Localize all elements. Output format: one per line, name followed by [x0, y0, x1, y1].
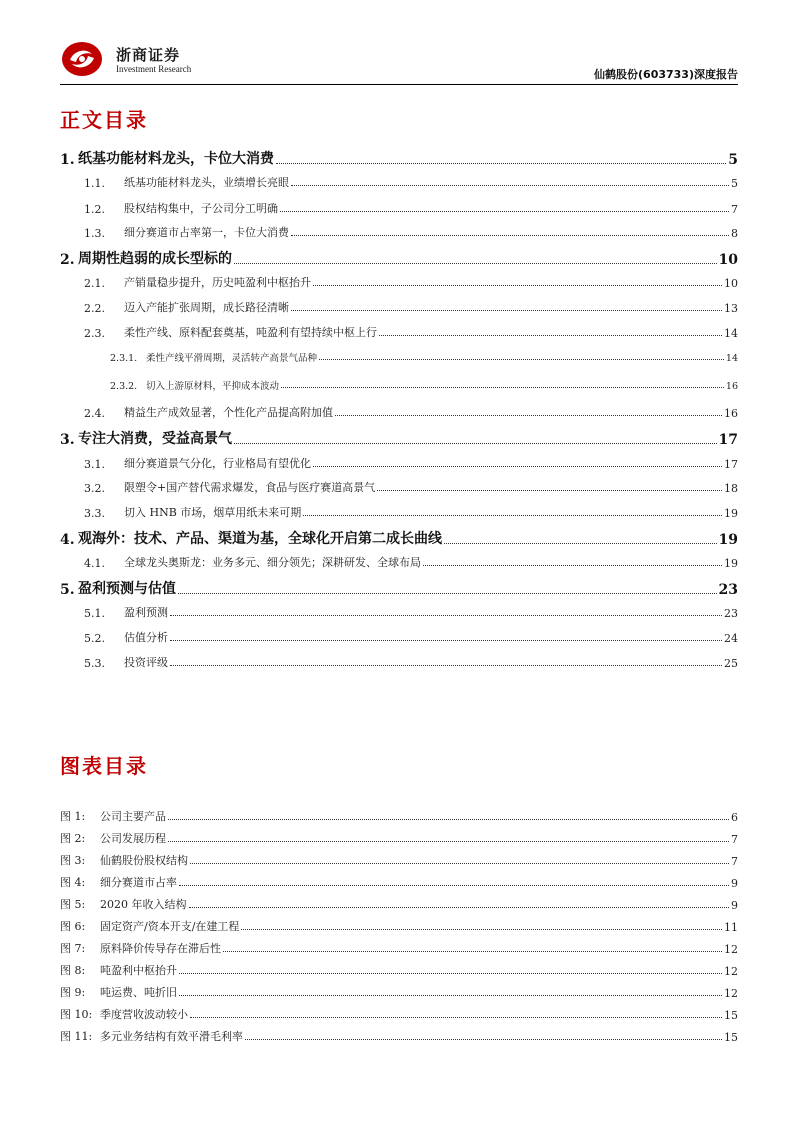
toc-entry-page: 7 — [731, 203, 738, 216]
toc-entry-page: 14 — [725, 353, 738, 364]
figure-entry-title: 2020 年收入结构 — [100, 898, 187, 911]
leader-dots — [179, 885, 729, 886]
figure-entry-title: 公司主要产品 — [100, 810, 166, 823]
toc-entry[interactable] — [60, 148, 738, 168]
figure-entry[interactable] — [60, 896, 738, 912]
toc-entry-title: 细分赛道市占率第一，卡位大消费 — [124, 226, 289, 239]
toc-entry-page: 19 — [718, 532, 738, 548]
figure-entry-number: 图 4: — [60, 876, 86, 889]
toc-entry-number: 2.4. — [84, 407, 105, 420]
figure-entry-number: 图 6: — [60, 920, 86, 933]
toc-entry-number: 5.2. — [84, 632, 105, 645]
toc-entry-number: 2.3. — [84, 327, 105, 340]
toc-entry[interactable] — [60, 174, 738, 190]
toc-entry-title: 盈利预测与估值 — [78, 581, 176, 597]
leader-dots — [335, 415, 722, 416]
toc-entry[interactable] — [60, 404, 738, 420]
leader-dots — [170, 665, 722, 666]
leader-dots — [281, 387, 724, 388]
figure-entry-number: 图 1: — [60, 810, 86, 823]
toc-entry[interactable] — [60, 350, 738, 364]
toc-entry[interactable] — [60, 455, 738, 471]
toc-entry-title: 柔性产线平滑周期，灵活转产高景气品种 — [146, 353, 318, 364]
toc-entry[interactable] — [60, 578, 738, 598]
figure-entry-title: 季度营收波动较小 — [100, 1008, 188, 1021]
leader-dots — [280, 211, 729, 212]
figure-entry[interactable] — [60, 852, 738, 868]
leader-dots — [190, 863, 729, 864]
toc-entry-title: 盈利预测 — [124, 606, 168, 619]
toc-entry-page: 23 — [724, 607, 738, 620]
leader-dots — [241, 929, 722, 930]
toc-entry-number: 4. — [60, 532, 75, 548]
toc-heading: 正文目录 — [60, 108, 148, 132]
figure-entry-number: 图 5: — [60, 898, 86, 911]
toc-entry[interactable] — [60, 224, 738, 240]
leader-dots — [179, 995, 722, 996]
logo-chinese-name: 浙商证券 — [116, 46, 181, 64]
toc-entry[interactable] — [60, 428, 738, 448]
figure-entry-title: 固定资产/资本开支/在建工程 — [100, 920, 240, 933]
toc-entry-number: 5. — [60, 582, 75, 598]
toc-entry-title: 柔性产线、原料配套奠基，吨盈利有望持续中枢上行 — [124, 326, 377, 339]
toc-entry[interactable] — [60, 248, 738, 268]
toc-entry-number: 2.3.1. — [110, 353, 138, 364]
leader-dots — [170, 640, 722, 641]
toc-entry-title: 迈入产能扩张周期，成长路径清晰 — [124, 301, 289, 314]
toc-entry[interactable] — [60, 554, 738, 570]
page-header — [60, 38, 738, 84]
figure-entry-number: 图 8: — [60, 964, 86, 977]
toc-entry-page: 18 — [724, 482, 738, 495]
figure-entry[interactable] — [60, 1028, 738, 1044]
leader-dots — [319, 359, 724, 360]
figure-entry-page: 11 — [724, 921, 738, 934]
toc-entry-page: 10 — [724, 277, 738, 290]
figure-entry-page: 6 — [731, 811, 738, 824]
leader-dots — [168, 841, 729, 842]
figure-entry-number: 图 9: — [60, 986, 86, 999]
toc-entry-number: 3. — [60, 432, 75, 448]
toc-entry[interactable] — [60, 528, 738, 548]
figures-heading: 图表目录 — [60, 754, 148, 778]
leader-dots — [313, 285, 722, 286]
toc-entry-title: 股权结构集中，子公司分工明确 — [124, 202, 278, 215]
figure-entry-page: 15 — [724, 1031, 738, 1044]
toc-entry-number: 5.1. — [84, 607, 105, 620]
company-logo-icon — [60, 38, 106, 78]
toc-entry-page: 16 — [724, 407, 738, 420]
figure-entry-number: 图 2: — [60, 832, 86, 845]
leader-dots — [234, 443, 717, 444]
toc-entry-number: 2.3.2. — [110, 381, 138, 392]
toc-entry-page: 24 — [724, 632, 738, 645]
toc-entry-page: 13 — [724, 302, 738, 315]
leader-dots — [377, 490, 722, 491]
leader-dots — [291, 235, 729, 236]
toc-entry[interactable] — [60, 274, 738, 290]
toc-entry-page: 14 — [724, 327, 738, 340]
figure-entry[interactable] — [60, 962, 738, 978]
toc-entry-page: 23 — [718, 582, 738, 598]
logo-english-name: Investment Research — [116, 64, 192, 74]
toc-entry-number: 5.3. — [84, 657, 105, 670]
figure-entry-title: 吨盈利中枢抬升 — [100, 964, 177, 977]
leader-dots — [223, 951, 722, 952]
toc-entry-title: 切入 HNB 市场，烟草用纸未来可期 — [124, 506, 302, 519]
toc-entry-number: 1. — [60, 152, 75, 168]
leader-dots — [245, 1039, 722, 1040]
toc-entry-number: 4.1. — [84, 557, 105, 570]
toc-entry-number: 3.1. — [84, 458, 105, 471]
toc-entry-title: 全球龙头奥斯龙：业务多元、细分领先；深耕研发、全球布局 — [124, 556, 421, 569]
figure-entry-page: 7 — [731, 855, 738, 868]
figure-entry-number: 图 7: — [60, 942, 86, 955]
toc-entry-page: 19 — [724, 557, 738, 570]
toc-entry-number: 2. — [60, 252, 75, 268]
figure-entry[interactable] — [60, 808, 738, 824]
figure-entry[interactable] — [60, 830, 738, 846]
toc-entry-title: 纸基功能材料龙头，业绩增长亮眼 — [124, 176, 289, 189]
leader-dots — [291, 310, 722, 311]
leader-dots — [189, 907, 730, 908]
toc-entry[interactable] — [60, 299, 738, 315]
toc-entry-title: 周期性趋弱的成长型标的 — [78, 251, 232, 267]
toc-entry-page: 5 — [731, 177, 738, 190]
figure-entry-title: 原料降价传导存在滞后性 — [100, 942, 221, 955]
toc-entry[interactable] — [60, 378, 738, 392]
leader-dots — [168, 819, 729, 820]
figure-entry[interactable] — [60, 984, 738, 1000]
figure-entry-page: 12 — [724, 965, 738, 978]
toc-entry[interactable] — [60, 654, 738, 670]
toc-entry[interactable] — [60, 479, 738, 495]
toc-entry[interactable] — [60, 324, 738, 340]
leader-dots — [276, 163, 726, 164]
toc-entry-page: 17 — [718, 432, 738, 448]
leader-dots — [303, 515, 722, 516]
leader-dots — [379, 335, 722, 336]
toc-entry-page: 8 — [731, 227, 738, 240]
leader-dots — [190, 1017, 722, 1018]
report-title: 仙鹤股份(603733)深度报告 — [594, 68, 738, 81]
figure-entry-page: 9 — [731, 899, 738, 912]
leader-dots — [423, 565, 722, 566]
toc-entry-title: 切入上游原材料，平抑成本波动 — [146, 381, 280, 392]
figure-entry-number: 图 11: — [60, 1030, 93, 1043]
toc-entry-title: 限塑令+国产替代需求爆发，食品与医疗赛道高景气 — [124, 481, 376, 494]
leader-dots — [313, 466, 722, 467]
toc-entry-title: 纸基功能材料龙头，卡位大消费 — [78, 151, 274, 167]
toc-entry-number: 2.2. — [84, 302, 105, 315]
toc-entry-title: 估值分析 — [124, 631, 168, 644]
toc-entry-number: 1.2. — [84, 203, 105, 216]
figure-entry[interactable] — [60, 1006, 738, 1022]
toc-entry-page: 10 — [718, 252, 738, 268]
figure-entry[interactable] — [60, 918, 738, 934]
toc-entry-number: 1.1. — [84, 177, 105, 190]
figure-entry-title: 仙鹤股份股权结构 — [100, 854, 188, 867]
toc-entry[interactable] — [60, 604, 738, 620]
toc-entry-title: 产销量稳步提升，历史吨盈利中枢抬升 — [124, 276, 311, 289]
toc-entry-title: 观海外：技术、产品、渠道为基，全球化开启第二成长曲线 — [78, 531, 442, 547]
toc-entry-title: 投资评级 — [124, 656, 168, 669]
toc-entry-number: 2.1. — [84, 277, 105, 290]
leader-dots — [444, 543, 717, 544]
toc-entry-number: 3.2. — [84, 482, 105, 495]
figure-entry-title: 细分赛道市占率 — [100, 876, 177, 889]
figure-entry-page: 12 — [724, 943, 738, 956]
toc-entry-title: 精益生产成效显著，个性化产品提高附加值 — [124, 406, 333, 419]
figure-entry-page: 9 — [731, 877, 738, 890]
leader-dots — [178, 593, 717, 594]
header-divider — [60, 84, 738, 85]
figure-entry-number: 图 10: — [60, 1008, 93, 1021]
leader-dots — [234, 263, 717, 264]
toc-entry[interactable] — [60, 629, 738, 645]
figure-entry-page: 12 — [724, 987, 738, 1000]
figure-entry-title: 吨运费、吨折旧 — [100, 986, 177, 999]
toc-entry-page: 19 — [724, 507, 738, 520]
toc-entry-number: 3.3. — [84, 507, 105, 520]
figure-entry-title: 多元业务结构有效平滑毛利率 — [100, 1030, 243, 1043]
leader-dots — [170, 615, 722, 616]
figure-entry[interactable] — [60, 874, 738, 890]
toc-entry[interactable] — [60, 504, 738, 520]
toc-entry-title: 专注大消费，受益高景气 — [78, 431, 232, 447]
figure-entry[interactable] — [60, 940, 738, 956]
leader-dots — [291, 185, 729, 186]
figure-entry-page: 15 — [724, 1009, 738, 1022]
figure-entry-number: 图 3: — [60, 854, 86, 867]
toc-entry-page: 16 — [725, 381, 738, 392]
toc-entry-title: 细分赛道景气分化，行业格局有望优化 — [124, 457, 311, 470]
toc-entry-page: 17 — [724, 458, 738, 471]
figure-entry-title: 公司发展历程 — [100, 832, 166, 845]
figure-entry-page: 7 — [731, 833, 738, 846]
leader-dots — [179, 973, 722, 974]
toc-entry-number: 1.3. — [84, 227, 105, 240]
toc-entry-page: 25 — [724, 657, 738, 670]
toc-entry[interactable] — [60, 200, 738, 216]
toc-entry-page: 5 — [728, 152, 738, 168]
